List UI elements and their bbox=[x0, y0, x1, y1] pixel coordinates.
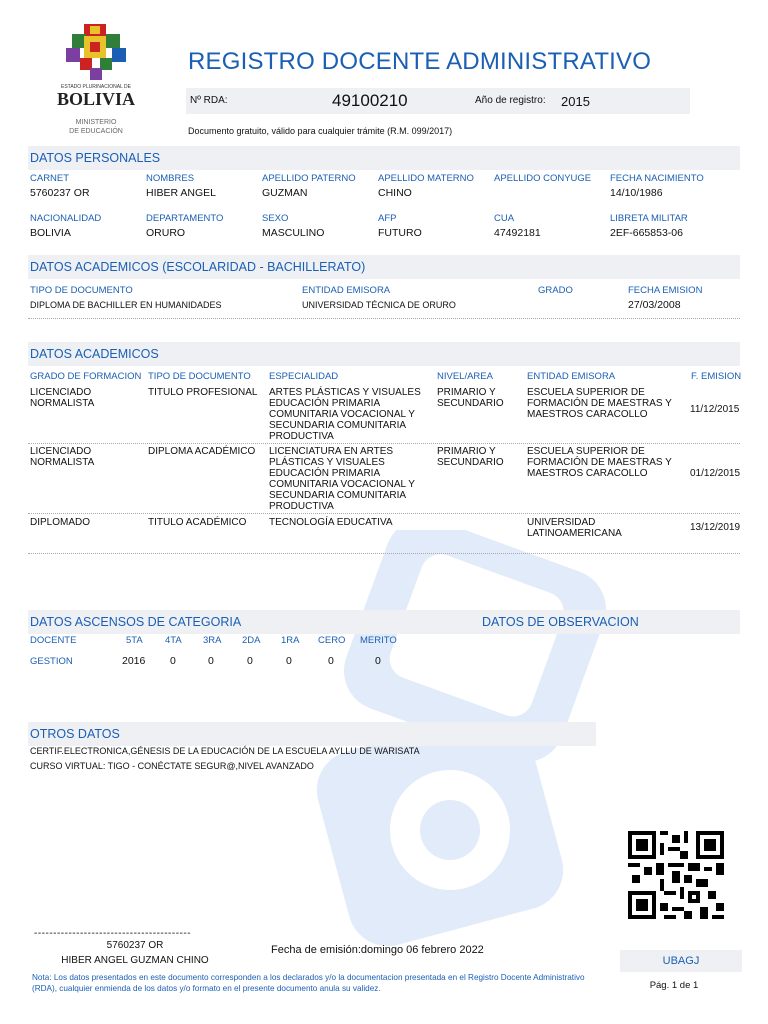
acad-row2-tipo: DIPLOMA ACADÉMICO bbox=[148, 446, 256, 457]
asc-header-5ta: 5TA bbox=[126, 635, 143, 646]
label-apellido-paterno: APELLIDO PATERNO bbox=[262, 173, 356, 184]
acad-row2-fecha: 01/12/2015 bbox=[690, 468, 741, 479]
acad-divider-3 bbox=[28, 553, 740, 554]
asc-value-5ta: 2016 bbox=[122, 655, 146, 667]
asc-row-label: GESTION bbox=[30, 656, 73, 667]
asc-header-3ra: 3RA bbox=[203, 635, 222, 646]
rda-label: Nº RDA: bbox=[190, 95, 228, 106]
asc-value-merito: 0 bbox=[375, 655, 381, 667]
bach-value-fecha: 27/03/2008 bbox=[628, 299, 681, 311]
rda-value: 49100210 bbox=[332, 91, 408, 110]
asc-header-docente: DOCENTE bbox=[30, 635, 77, 646]
asc-value-2da: 0 bbox=[247, 655, 253, 667]
bach-header-entidad: ENTIDAD EMISORA bbox=[302, 285, 391, 296]
acad-row3-entidad: UNIVERSIDAD LATINOAMERICANA bbox=[527, 517, 622, 539]
otros-title: OTROS DATOS bbox=[30, 727, 120, 741]
value-sexo: MASCULINO bbox=[262, 227, 325, 239]
bach-header-grado: GRADO bbox=[538, 285, 573, 296]
bach-value-tipo: DIPLOMA DE BACHILLER EN HUMANIDADES bbox=[30, 300, 222, 310]
asc-value-1ra: 0 bbox=[286, 655, 292, 667]
rda-bar bbox=[186, 88, 690, 114]
acad-row3-tipo: TITULO ACADÉMICO bbox=[148, 517, 247, 528]
label-apellido-conyuge: APELLIDO CONYUGE bbox=[494, 173, 592, 184]
otros-line-1: CERTIF.ELECTRONICA,GÉNESIS DE LA EDUCACIÓN DE LA ESCUELA AYLLU DE WARISATA bbox=[30, 746, 420, 756]
observacion-title: DATOS DE OBSERVACION bbox=[482, 615, 639, 629]
acad-row1-entidad: ESCUELA SUPERIOR DE FORMACIÓN DE MAESTRAS Y MAESTROS CARACOLLO bbox=[527, 387, 672, 420]
bachillerato-title: DATOS ACADEMICOS (ESCOLARIDAD - BACHILLERATO) bbox=[30, 260, 366, 274]
acad-row2-nivel: PRIMARIO Y SECUNDARIO bbox=[437, 446, 504, 468]
acad-divider-2 bbox=[28, 513, 740, 514]
label-fecha-nacimiento: FECHA NACIMIENTO bbox=[610, 173, 704, 184]
asc-header-1ra: 1RA bbox=[281, 635, 300, 646]
emission-date: Fecha de emisión:domingo 06 febrero 2022 bbox=[271, 944, 484, 956]
acad-row3-especialidad: TECNOLOGÍA EDUCATIVA bbox=[269, 517, 393, 528]
acad-row2-entidad: ESCUELA SUPERIOR DE FORMACIÓN DE MAESTRAS Y MAESTROS CARACOLLO bbox=[527, 446, 672, 479]
bolivia-emblem-icon bbox=[66, 24, 126, 80]
acad-row1-grado: LICENCIADO NORMALISTA bbox=[30, 387, 95, 409]
free-note: Documento gratuito, válido para cualquier trámite (R.M. 099/2017) bbox=[188, 126, 453, 136]
academic-title: DATOS ACADEMICOS bbox=[30, 347, 159, 361]
label-afp: AFP bbox=[378, 213, 397, 224]
asc-header-2da: 2DA bbox=[242, 635, 261, 646]
signature-name: HIBER ANGEL GUZMAN CHINO bbox=[61, 955, 209, 966]
value-departamento: ORURO bbox=[146, 227, 186, 239]
signature-id: 5760237 OR bbox=[106, 940, 164, 951]
acad-header-fecha: F. EMISION bbox=[691, 371, 742, 382]
asc-value-4ta: 0 bbox=[170, 655, 176, 667]
bach-header-fecha: FECHA EMISION bbox=[628, 285, 703, 296]
label-departamento: DEPARTAMENTO bbox=[146, 213, 224, 224]
asc-header-merito: MERITO bbox=[360, 635, 397, 646]
acad-header-entidad: ENTIDAD EMISORA bbox=[527, 371, 616, 382]
bach-value-entidad: UNIVERSIDAD TÉCNICA DE ORURO bbox=[302, 300, 456, 310]
logo-top-text: ESTADO PLURINACIONAL DE bbox=[60, 84, 131, 90]
acad-row2-grado: LICENCIADO NORMALISTA bbox=[30, 446, 95, 468]
label-cua: CUA bbox=[494, 213, 515, 224]
asc-header-cero: CERO bbox=[318, 635, 346, 646]
qr-code-icon bbox=[628, 831, 724, 919]
label-libreta-militar: LIBRETA MILITAR bbox=[610, 213, 688, 224]
label-nacionalidad: NACIONALIDAD bbox=[30, 213, 102, 224]
verification-code: UBAGJ bbox=[662, 955, 700, 967]
bach-divider bbox=[28, 318, 740, 319]
acad-header-tipo: TIPO DE DOCUMENTO bbox=[148, 371, 251, 382]
page-number: Pág. 1 de 1 bbox=[649, 980, 699, 991]
value-nombres: HIBER ANGEL bbox=[146, 187, 217, 199]
acad-row1-nivel: PRIMARIO Y SECUNDARIO bbox=[437, 387, 504, 409]
acad-header-grado: GRADO DE FORMACION bbox=[30, 371, 142, 382]
asc-header-4ta: 4TA bbox=[165, 635, 182, 646]
value-libreta-militar: 2EF-665853-06 bbox=[610, 227, 683, 239]
ministry-line1: MINISTERIO bbox=[75, 119, 117, 126]
footer-note: Nota: Los datos presentados en este documento corresponden a los declarados y/o la documentacion presentada en el Registro Docente Administrativo (RDA), cualquier enmienda de los datos y/o formato en el presente documento anula su validez. bbox=[32, 973, 585, 993]
value-apellido-paterno: GUZMAN bbox=[262, 187, 308, 199]
ascensos-title: DATOS ASCENSOS DE CATEGORIA bbox=[30, 615, 242, 629]
value-fecha-nacimiento: 14/10/1986 bbox=[610, 187, 663, 199]
label-sexo: SEXO bbox=[262, 213, 289, 224]
acad-row3-fecha: 13/12/2019 bbox=[690, 522, 741, 533]
acad-row1-tipo: TITULO PROFESIONAL bbox=[148, 387, 258, 398]
value-carnet: 5760237 OR bbox=[30, 187, 90, 199]
bolivia-logo bbox=[50, 24, 142, 144]
signature-dashes: ----------------------------------------- bbox=[34, 928, 192, 939]
year-value: 2015 bbox=[561, 94, 590, 109]
otros-line-2: CURSO VIRTUAL: TIGO - CONÉCTATE SEGUR@,NIVEL AVANZADO bbox=[30, 761, 314, 771]
value-afp: FUTURO bbox=[378, 227, 422, 239]
acad-row1-fecha: 11/12/2015 bbox=[690, 404, 740, 415]
value-apellido-materno: CHINO bbox=[378, 187, 412, 199]
acad-row1-especialidad: ARTES PLÁSTICAS Y VISUALES EDUCACIÓN PRIMARIA COMUNITARIA VOCACIONAL Y SECUNDARIA COMUNITARIA PRODUCTIVA bbox=[269, 387, 421, 442]
ministry-line2: DE EDUCACIÓN bbox=[69, 128, 123, 135]
asc-value-3ra: 0 bbox=[208, 655, 214, 667]
label-apellido-materno: APELLIDO MATERNO bbox=[378, 173, 474, 184]
value-cua: 47492181 bbox=[494, 227, 541, 239]
bach-header-tipo: TIPO DE DOCUMENTO bbox=[30, 285, 133, 296]
value-nacionalidad: BOLIVIA bbox=[30, 227, 71, 239]
acad-row2-especialidad: LICENCIATURA EN ARTES PLÁSTICAS Y VISUALES EDUCACIÓN PRIMARIA COMUNITARIA VOCACIONAL Y SECUNDARIA COMUNITARIA PRODUCTIVA bbox=[269, 446, 415, 512]
year-label: Año de registro: bbox=[475, 95, 546, 106]
personal-title: DATOS PERSONALES bbox=[30, 151, 161, 165]
acad-divider-1 bbox=[28, 443, 740, 444]
label-carnet: CARNET bbox=[30, 173, 70, 184]
acad-row3-grado: DIPLOMADO bbox=[30, 517, 91, 528]
acad-header-especialidad: ESPECIALIDAD bbox=[269, 371, 339, 382]
acad-header-nivel: NIVEL/AREA bbox=[437, 371, 493, 382]
asc-value-cero: 0 bbox=[328, 655, 334, 667]
logo-country: BOLIVIA bbox=[56, 89, 136, 109]
page-title: REGISTRO DOCENTE ADMINISTRATIVO bbox=[188, 48, 652, 75]
label-nombres: NOMBRES bbox=[146, 173, 195, 184]
